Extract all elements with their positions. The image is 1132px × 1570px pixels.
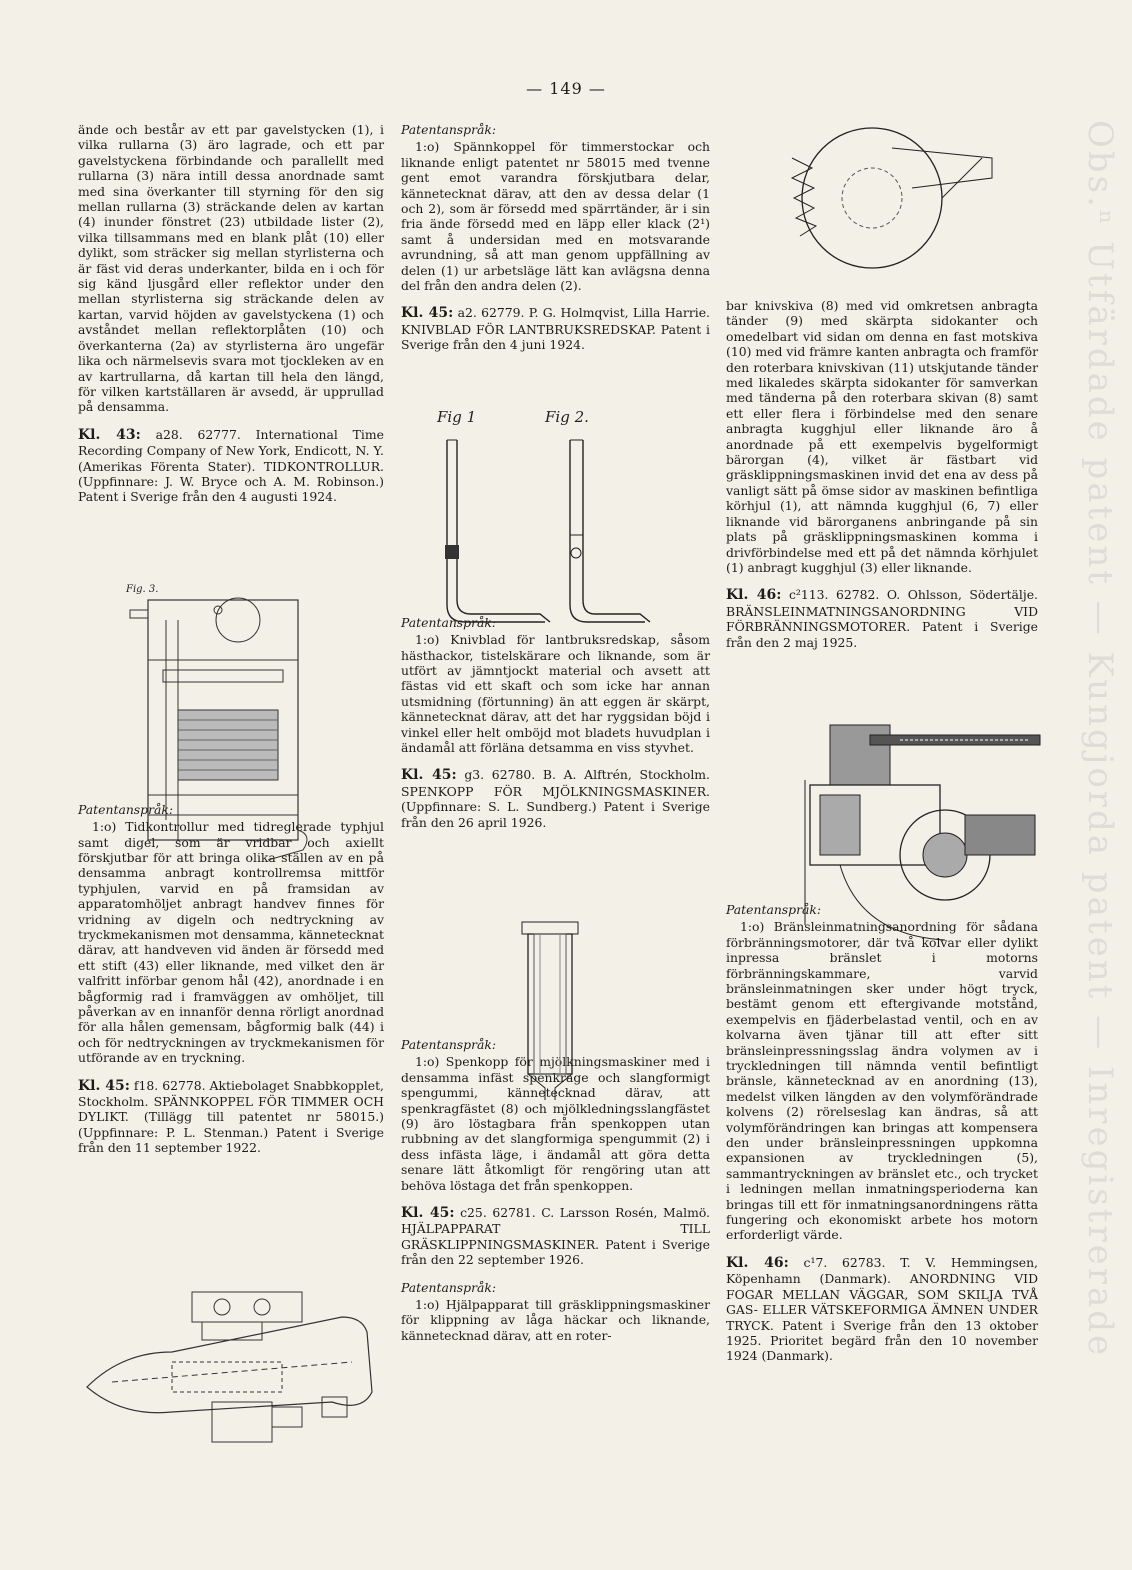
entry-text: a2. 62779. P. G. Holmqvist, Lilla Harrie. KNIVBLAD FÖR LANTBRUKSREDSKAP. Patent i Sverige från den 4 juni 1924.	[401, 305, 710, 353]
claim-heading: Patentanspråk:	[726, 901, 822, 917]
figure-teat-cup	[500, 912, 600, 1102]
time-recorder-drawing	[118, 580, 318, 870]
grass-cutter-drawing	[752, 118, 1012, 288]
fig3-label: Fig. 3.	[126, 584, 159, 595]
class-label: Kl. 45:	[401, 305, 454, 322]
knife-blade-drawing	[415, 400, 675, 640]
entry-text: f18. 62778. Aktiebolaget Snabbkopplet, Stockholm. SPÄNNKOPPEL FÖR TIMMER OCH DYLIKT. (Tillägg till patentet nr 58015.) (Uppfinnare: P. L. Stenman.) Patent i Sverige från den 11 september 1922.	[78, 1077, 384, 1156]
fuel-injection-drawing	[770, 705, 1045, 955]
patent-entry	[401, 767, 710, 830]
entry-text: c25. 62781. C. Larsson Rosén, Malmö. HJÄLPAPPARAT TILL GRÄSKLIPPNINGSMASKINER. Patent i Sverige från den 22 september 1926.	[401, 1205, 710, 1268]
class-label: Kl. 46:	[726, 1254, 789, 1271]
figure-timber-coupling	[82, 1262, 382, 1452]
background-watermark: Obs.ⁿ Utfärdade patent — Kungjorda patent — Inregistrerade	[1080, 120, 1120, 1359]
claim-heading: Patentanspråk:	[401, 1279, 497, 1295]
class-label: Kl. 43:	[78, 426, 141, 443]
teat-cup-drawing	[500, 912, 600, 1102]
claim-heading: Patentanspråk:	[401, 614, 497, 630]
claim-heading: Patentanspråk:	[401, 122, 497, 137]
text-paragraph: bar knivskiva (8) med vid omkretsen anbragta tänder (9) med skärpta sidokanter och omedelbart vid sidan om denna en fast motskiva (10) med vid främre kanten anbragta och framför den roterbara knivskivan (11) utskjutande tänder med likaledes skärpta sidokanter för samverkan med tänderna på den roterbara skivan (8) samt ett eller flera i förbindelse med den senare anbragta kugghjul eller liknande äro å anordnade på ett exempelvis bygelformigt bärorgan (4), vilket är fästbart vid gräsklippningsmaskinen invid det ena av dess på vanligt sätt på ömse sidor av maskinen befintliga körhjul (1), att nämnda kugghjul (6, 7) eller liknande vid bärorganens anbringande på sin plats på gräsklippningsmaskinen komma i drivförbindelse med ett på det nämnda körhjulet (1) anbragt kugghjul (3) eller liknande.	[726, 298, 1038, 575]
class-label: Kl. 45:	[401, 1205, 455, 1222]
class-label: Kl. 45:	[78, 1077, 130, 1094]
claim-text: 1:o) Spenkopp för mjölkningsmaskiner med i densamma infäst spenkrage och slangformigt spengummi, kännetecknad därav, att spenkragfästet (8) och mjölkledningsslangfästet (9) äro löstagbara från spenkoppen utan rubbning av det slangformiga spengummit (2) i dess infästa läge, i ändamål att göra detta senare lätt åtkomligt för rengöring utan att behöva löstaga det från spenkoppen.	[401, 1054, 710, 1193]
entry-text: g3. 62780. B. A. Alftrén, Stockholm. SPENKOPP FÖR MJÖLKNINGSMASKINER. (Uppfinnare: S. L. Sundberg.) Patent i Sverige från den 26 april 1926.	[401, 767, 710, 830]
patent-entry	[78, 427, 384, 505]
patent-entry	[401, 1205, 710, 1268]
entry-text: a28. 62777. International Time Recording Company of New York, Endicott, N. Y. (Amerikas Förenta Stater). TIDKONTROLLUR. (Uppfinnare: J. W. Bryce och A. M. Robinson.) Patent i Sverige från den 4 augusti 1924.	[78, 426, 384, 505]
claim-text: 1:o) Knivblad för lantbruksredskap, såsom hästhackor, tistelskärare och liknande, som är utfört av jämntjockt material och avsett att fästas vid ett skaft och som icke har annan utsmidning (förtunning) än att eggen är skärpt, kännetecknat därav, att det har ryggsidan böjd i vinkel eller helt omböjd mot bladets huvudplan i ändamål att förläna detsamma en viss styvhet.	[401, 632, 710, 755]
entry-text: c¹7. 62783. T. V. Hemmingsen, Köpenhamn (Danmark). ANORDNING VID FOGAR MELLAN VÄGGAR, SOM SKILJA TVÅ GAS- ELLER VÄTSKEFORMIGA ÄMNEN UNDER TRYCK. Patent i Sverige från den 13 oktober 1925. Prioritet begärd från den 10 november 1924 (Danmark).	[726, 1254, 1038, 1364]
patent-entry	[401, 305, 710, 352]
patent-entry	[726, 587, 1038, 650]
column-middle	[401, 122, 710, 1355]
page-number: — 149 —	[526, 79, 606, 98]
class-label: Kl. 45:	[401, 767, 457, 784]
figure-fuel-injection	[770, 705, 1045, 955]
class-label: Kl. 46:	[726, 587, 782, 604]
claim-text: 1:o) Spännkoppel för timmerstockar och liknande enligt patentet nr 58015 med tvenne gent emot varandra förskjutbara delar, kännetecknat därav, att den av dessa delar (1 och 2), som är försedd med spärrtänder, är i sin fria ände försedd med en läpp eller klack (2¹) samt å undersidan med en motsvarande avrundning, så att man genom uppfällning av delen (1) ur arbetsläge lätt kan avlägsna denna del från den andra delen (2).	[401, 139, 710, 294]
patent-entry	[78, 1078, 384, 1156]
text-paragraph: ände och består av ett par gavelstycken (1), i vilka rullarna (3) äro lagrade, och ett par gavelstyckena förbindande och parallellt med rullarna (3) nära intill dessa anordnade samt med sina överkanter till styrning för den sig mellan rullarna (3) sträckande delen av kartan (4) inunder fönstret (23) utbildade lister (2), vilka tillsammans med en blank plåt (10) eller dylikt, som sträcker sig mellan styrlisterna och är fäst vid deras underkanter, bilda en i och för sig känd ljusgård eller reflektor under den mellan styrlisterna sig sträckande delen av kartan, varvid höjden av gavelstyckena (1) och avståndet mellan reflektorplåten (10) och överkanterna (2a) av styrlisterna äro ungefär lika och närmelsevis svara mot tjockleken av en av kartrullarna, då kartan till hela den längd, för vilken kartställaren är avsedd, är upprullad på densamma.	[78, 122, 384, 415]
claim-text: 1:o) Hjälpapparat till gräsklippningsmaskiner för klippning av låga häckar och liknande, kännetecknad därav, att en roter-	[401, 1297, 710, 1343]
timber-coupling-drawing	[82, 1262, 382, 1452]
claim-text: 1:o) Tidkontrollur med tidreglerade typhjul samt digel, som är vridbar och axiellt förskjutbar för att bringa olika ställen av en på densamma anbragt kontrollremsa mittför typhjulen, varvid en på framsidan av apparatomhöljet anbragt handvev finnes för vridning av digeln och nedtryckning av tryckmekanismen mot densamma, kännetecknat därav, att handveven vid änden är försedd med ett stift (43) eller liknande, med vilket den är valfritt införbar genom hål (42), anordnade i en bågformig rad i framväggen av omhöljet, till påverkan av en innanför denna rörligt anordnad för alla hålen gemensam, bågformig balk (44) i och för nedtryckningen av tryckmekanismen för utförande av en tryckning.	[78, 819, 384, 1066]
figure-grass-cutter	[752, 118, 1012, 288]
patent-entry	[726, 1255, 1038, 1364]
figure-time-recorder	[118, 580, 318, 870]
claim-text: 1:o) Bränsleinmatningsanordning för sådana förbränningsmotorer, där två kolvar eller dylikt inpressa bränslet i motorns förbränningskammare, varvid bränsleinmatningen sker under högt tryck, bestämt genom ett eftergivande motstånd, exempelvis en fjäderbelastad ventil, och en av kolvarna även tjänar till att efter sitt bränsleinpressningsslag ändra volymen av i tryckledningen till nämnda ventil befintligt bränsle, kännetecknad av en anordning (13), medelst vilken längden av den volymförändrade kolvens (2) rörelseslag kan ändras, så att volymförändringen kan bringas att kompensera den under bränsleinpressningen uppkomna expansionen av tryckledningen (5), sammantryckningen av bränslet etc., och trycket i ledningen mellan inmatningsperioderna kan bringas till ett för inmatningsanordningens rätta fungering och ekonomiskt arbete hos motorn erforderligt värde.	[726, 919, 1038, 1243]
claim-heading: Patentanspråk:	[78, 801, 174, 817]
entry-text: c²113. 62782. O. Ohlsson, Södertälje. BRÄNSLEINMATNINGSANORDNING VID FÖRBRÄNNINGSMOTORER. Patent i Sverige från den 2 maj 1925.	[726, 587, 1038, 650]
fig2-label: Fig 2.	[545, 408, 589, 426]
claim-heading: Patentanspråk:	[401, 1036, 497, 1052]
figure-knife-blade	[415, 400, 675, 640]
fig1-label: Fig 1	[437, 408, 477, 426]
